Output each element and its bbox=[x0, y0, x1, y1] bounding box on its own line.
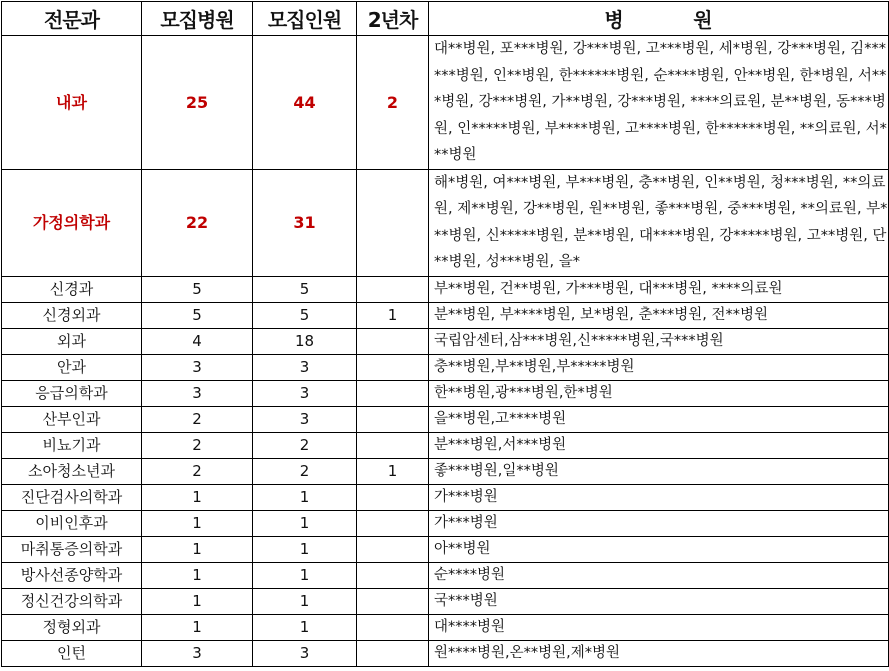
hospitals-count-cell: 2 bbox=[142, 458, 253, 484]
table-row bbox=[2, 510, 889, 536]
table-row bbox=[2, 169, 889, 276]
hospitals-count-cell: 3 bbox=[142, 354, 253, 380]
second-year-cell bbox=[357, 510, 429, 536]
second-year-cell bbox=[357, 536, 429, 562]
hospitals-cell: 아**병원 bbox=[429, 536, 889, 562]
dept-cell: 신경외과 bbox=[2, 302, 142, 328]
second-year-cell: 2 bbox=[357, 36, 429, 170]
people-count-cell: 44 bbox=[253, 36, 357, 170]
header-people-count: 모집인원 bbox=[253, 2, 357, 36]
hospitals-count-cell: 3 bbox=[142, 380, 253, 406]
second-year-cell bbox=[357, 169, 429, 276]
hospitals-count-cell: 1 bbox=[142, 536, 253, 562]
people-count-cell: 31 bbox=[253, 169, 357, 276]
hospitals-count-cell: 5 bbox=[142, 302, 253, 328]
second-year-cell bbox=[357, 406, 429, 432]
table-row bbox=[2, 614, 889, 640]
people-count-cell: 2 bbox=[253, 458, 357, 484]
people-count-cell: 1 bbox=[253, 510, 357, 536]
header-second-year: 2년차 bbox=[357, 2, 429, 36]
people-count-cell: 3 bbox=[253, 354, 357, 380]
hospitals-cell: 한**병원,광***병원,한*병원 bbox=[429, 380, 889, 406]
hospitals-cell: 가***병원 bbox=[429, 484, 889, 510]
dept-cell: 가정의학과 bbox=[2, 169, 142, 276]
second-year-cell: 1 bbox=[357, 458, 429, 484]
people-count-cell: 1 bbox=[253, 484, 357, 510]
dept-cell: 신경과 bbox=[2, 276, 142, 302]
hospitals-cell: 분**병원, 부****병원, 보*병원, 춘***병원, 전**병원 bbox=[429, 302, 889, 328]
hospitals-cell: 을**병원,고****병원 bbox=[429, 406, 889, 432]
hospitals-cell: 가***병원 bbox=[429, 510, 889, 536]
hospitals-cell: 대****병원 bbox=[429, 614, 889, 640]
table-row bbox=[2, 276, 889, 302]
header-hospitals-count: 모집병원 bbox=[142, 2, 253, 36]
dept-cell: 정신건강의학과 bbox=[2, 588, 142, 614]
people-count-cell: 1 bbox=[253, 614, 357, 640]
table-row bbox=[2, 380, 889, 406]
table-row bbox=[2, 406, 889, 432]
table-row bbox=[2, 484, 889, 510]
recruitment-table bbox=[1, 1, 889, 667]
hospitals-count-cell: 2 bbox=[142, 406, 253, 432]
table-row bbox=[2, 562, 889, 588]
people-count-cell: 3 bbox=[253, 406, 357, 432]
hospitals-count-cell: 4 bbox=[142, 328, 253, 354]
dept-cell: 응급의학과 bbox=[2, 380, 142, 406]
dept-cell: 비뇨기과 bbox=[2, 432, 142, 458]
hospitals-count-cell: 5 bbox=[142, 276, 253, 302]
dept-cell: 진단검사의학과 bbox=[2, 484, 142, 510]
second-year-cell bbox=[357, 276, 429, 302]
hospitals-cell: 충**병원,부**병원,부*****병원 bbox=[429, 354, 889, 380]
hospitals-cell: 순****병원 bbox=[429, 562, 889, 588]
hospitals-count-cell: 1 bbox=[142, 484, 253, 510]
table-row bbox=[2, 536, 889, 562]
hospitals-cell: 부**병원, 건**병원, 가***병원, 대***병원, ****의료원 bbox=[429, 276, 889, 302]
hospitals-count-cell: 22 bbox=[142, 169, 253, 276]
table-row bbox=[2, 354, 889, 380]
table-row bbox=[2, 588, 889, 614]
hospitals-cell: 분***병원,서***병원 bbox=[429, 432, 889, 458]
table-row bbox=[2, 328, 889, 354]
second-year-cell: 1 bbox=[357, 302, 429, 328]
hospitals-count-cell: 1 bbox=[142, 510, 253, 536]
people-count-cell: 1 bbox=[253, 588, 357, 614]
header-hospitals: 병 원 bbox=[429, 2, 889, 36]
table-row bbox=[2, 302, 889, 328]
second-year-cell bbox=[357, 432, 429, 458]
second-year-cell bbox=[357, 354, 429, 380]
dept-cell: 내과 bbox=[2, 36, 142, 170]
hospitals-cell: 원****병원,온**병원,제*병원 bbox=[429, 640, 889, 666]
second-year-cell bbox=[357, 614, 429, 640]
hospitals-cell: 대**병원, 포***병원, 강***병원, 고***병원, 세*병원, 강***병원, 김******병원, 인**병원, 한******병원, 순****병원, 안**병원, 한*병원, 서***병원, 강***병원, 가**병원, 강***병원, ****의료원, 분**병원, 동***병원, 인*****병원, 부****병원, 고****병원, 한******병원, **의료원, 서***병원 bbox=[429, 36, 889, 170]
people-count-cell: 18 bbox=[253, 328, 357, 354]
people-count-cell: 5 bbox=[253, 276, 357, 302]
hospitals-count-cell: 25 bbox=[142, 36, 253, 170]
dept-cell: 안과 bbox=[2, 354, 142, 380]
second-year-cell bbox=[357, 328, 429, 354]
table-row bbox=[2, 640, 889, 666]
hospitals-count-cell: 1 bbox=[142, 614, 253, 640]
people-count-cell: 5 bbox=[253, 302, 357, 328]
second-year-cell bbox=[357, 562, 429, 588]
hospitals-count-cell: 1 bbox=[142, 588, 253, 614]
dept-cell: 산부인과 bbox=[2, 406, 142, 432]
hospitals-cell: 국***병원 bbox=[429, 588, 889, 614]
dept-cell: 외과 bbox=[2, 328, 142, 354]
dept-cell: 소아청소년과 bbox=[2, 458, 142, 484]
people-count-cell: 2 bbox=[253, 432, 357, 458]
hospitals-count-cell: 2 bbox=[142, 432, 253, 458]
second-year-cell bbox=[357, 484, 429, 510]
table-row bbox=[2, 432, 889, 458]
hospitals-cell: 국립암센터,삼***병원,신*****병원,국***병원 bbox=[429, 328, 889, 354]
dept-cell: 마취통증의학과 bbox=[2, 536, 142, 562]
second-year-cell bbox=[357, 588, 429, 614]
dept-cell: 방사선종양학과 bbox=[2, 562, 142, 588]
second-year-cell bbox=[357, 640, 429, 666]
hospitals-count-cell: 1 bbox=[142, 562, 253, 588]
dept-cell: 정형외과 bbox=[2, 614, 142, 640]
people-count-cell: 3 bbox=[253, 640, 357, 666]
second-year-cell bbox=[357, 380, 429, 406]
dept-cell: 인턴 bbox=[2, 640, 142, 666]
header-dept: 전문과 bbox=[2, 2, 142, 36]
hospitals-cell: 해*병원, 여***병원, 부***병원, 충**병원, 인**병원, 청***병원, **의료원, 제**병원, 강**병원, 원**병원, 좋***병원, 중***병원, **의료원, 부***병원, 신*****병원, 분**병원, 대****병원, 강*****병원, 고**병원, 단**병원, 성***병원, 을* bbox=[429, 169, 889, 276]
people-count-cell: 1 bbox=[253, 562, 357, 588]
hospitals-count-cell: 3 bbox=[142, 640, 253, 666]
hospitals-cell: 좋***병원,일**병원 bbox=[429, 458, 889, 484]
table-row bbox=[2, 36, 889, 170]
table-row bbox=[2, 458, 889, 484]
people-count-cell: 1 bbox=[253, 536, 357, 562]
header-row bbox=[2, 2, 889, 36]
people-count-cell: 3 bbox=[253, 380, 357, 406]
dept-cell: 이비인후과 bbox=[2, 510, 142, 536]
